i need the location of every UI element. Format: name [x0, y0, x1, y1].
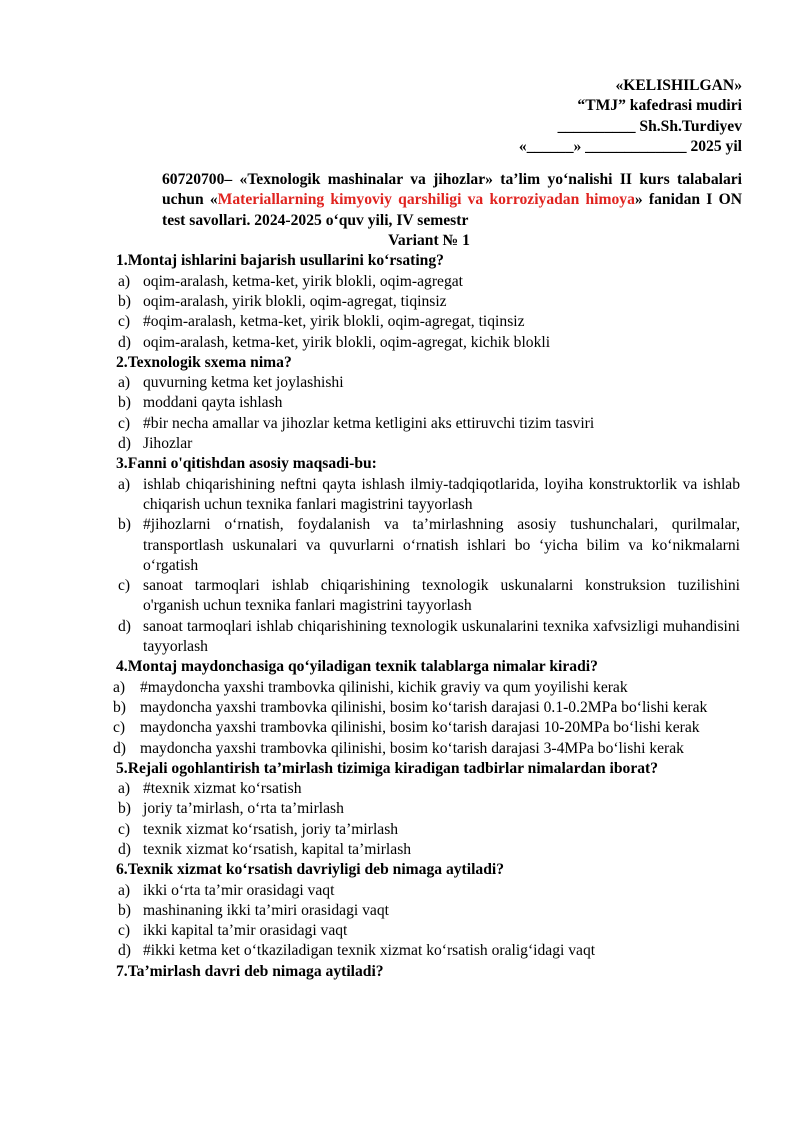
title-part-2: » fanidan I ON test savollari. 2024-2025 o‘quv yili, IV semestr	[162, 191, 742, 229]
option-letter: d)	[118, 435, 131, 453]
document-title	[116, 170, 742, 231]
option-text: ikki kapital ta’mir orasidagi vaqt	[143, 922, 348, 940]
answer-option	[116, 393, 742, 413]
option-letter: d)	[118, 333, 131, 351]
option-text: quvurning ketma ket joylashishi	[143, 374, 344, 392]
option-text: #oqim-aralash, ketma-ket, yirik blokli, oqim-agregat, tiqinsiz	[143, 313, 525, 331]
question-text: 3.Fanni o'qitishdan asosiy maqsadi-bu:	[116, 455, 377, 473]
answer-option	[116, 820, 742, 840]
option-text: maydoncha yaxshi trambovka qilinishi, bosim ko‘tarish darajasi 3-4MPa bo‘lishi kerak	[140, 739, 684, 757]
answer-option	[116, 617, 742, 658]
option-text: sanoat tarmoqlari ishlab chiqarishining texnologik uskunalarini texnika xafvsizligi muhandisini tayyorlash	[143, 617, 740, 656]
answer-option	[116, 272, 742, 292]
answer-option	[116, 901, 742, 921]
title-part-1: 60720700– «Texnologik mashinalar va jihozlar» ta’lim yo‘nalishi II kurs talabalari uchun «	[162, 171, 742, 209]
option-text: maydoncha yaxshi trambovka qilinishi, bosim ko‘tarish darajasi 0.1-0.2MPa bo‘lishi kerak	[140, 698, 708, 716]
answer-option	[113, 739, 742, 759]
answer-options	[116, 272, 742, 353]
option-letter: a)	[118, 272, 131, 290]
answer-option	[116, 373, 742, 393]
variant-heading: Variant № 1	[388, 232, 470, 250]
option-letter: b)	[118, 516, 131, 534]
answer-option	[113, 698, 742, 718]
question-text: 5.Rejali ogohlantirish ta’mirlash tizimiga kiradigan tadbirlar nimalardan iborat?	[116, 759, 659, 777]
option-letter: b)	[113, 698, 126, 716]
option-text: texnik xizmat ko‘rsatish, kapital ta’mirlash	[143, 840, 412, 858]
option-text: #bir necha amallar va jihozlar ketma ketligini aks ettiruvchi tizim tasviri	[143, 414, 595, 432]
answer-option	[116, 475, 742, 516]
answer-option	[113, 718, 742, 738]
option-letter: d)	[118, 942, 131, 960]
option-letter: c)	[118, 313, 131, 331]
question-text: 2.Texnologik sxema nima?	[116, 353, 292, 371]
answer-option	[116, 799, 742, 819]
answer-option	[116, 779, 742, 799]
option-letter: a)	[118, 881, 131, 899]
option-letter: c)	[118, 922, 131, 940]
approval-position: “TMJ” kafedrasi mudiri	[577, 97, 742, 115]
answer-option	[116, 840, 742, 860]
question-text: 6.Texnik xizmat ko‘rsatish davriyligi deb nimaga aytiladi?	[116, 861, 505, 879]
option-text: ikki o‘rta ta’mir orasidagi vaqt	[143, 881, 335, 899]
approval-date-line: «______» _____________ 2025 yil	[518, 137, 742, 155]
answer-option	[116, 292, 742, 312]
option-letter: b)	[118, 394, 131, 412]
option-text: Jihozlar	[143, 435, 193, 453]
answer-option	[116, 576, 742, 617]
option-text: #jihozlarni o‘rnatish, foydalanish va ta’mirlashning asosiy tushunchalari, qurilmalar, transportlash uskunalari va quvurlarni o‘rnatish ishlari bo ‘yicha bilim va ko‘nikmalarni o‘rgatish	[143, 516, 740, 574]
option-letter: b)	[118, 292, 131, 310]
approval-signature-line: __________ Sh.Sh.Turdiyev	[557, 117, 742, 135]
answer-options	[116, 779, 742, 860]
option-text: joriy ta’mirlash, o‘rta ta’mirlash	[143, 800, 344, 818]
approval-heading: «KELISHILGAN»	[615, 77, 742, 94]
option-text: #maydoncha yaxshi trambovka qilinishi, kichik graviy va qum yoyilishi kerak	[140, 678, 628, 696]
option-letter: c)	[118, 414, 131, 432]
option-text: moddani qayta ishlash	[143, 394, 283, 412]
title-subject: Materiallarning kimyoviy qarshiligi va korroziyadan himoya	[217, 191, 635, 209]
option-text: sanoat tarmoqlari ishlab chiqarishining texnologik uskunalarni konstruksion tuzilishini o'rganish uchun texnika fanlari magistrini tayyorlash	[143, 577, 740, 615]
answer-option	[116, 414, 742, 434]
option-text: oqim-aralash, ketma-ket, yirik blokli, oqim-agregat, kichik blokli	[143, 333, 551, 351]
question-text: 1.Montaj ishlarini bajarish usullarini ko‘rsating?	[116, 252, 444, 270]
answer-options	[116, 881, 742, 962]
answer-option	[116, 941, 742, 961]
answer-option	[116, 515, 742, 576]
option-letter: c)	[118, 577, 131, 595]
option-text: maydoncha yaxshi trambovka qilinishi, bosim ko‘tarish darajasi 10-20MPa bo‘lishi kerak	[140, 719, 700, 737]
option-letter: b)	[118, 901, 131, 919]
option-letter: d)	[118, 617, 131, 635]
answer-option	[113, 678, 742, 698]
document-page	[113, 76, 742, 982]
answer-options	[113, 678, 742, 759]
option-letter: a)	[113, 678, 126, 696]
option-text: #ikki ketma ket o‘tkaziladigan texnik xizmat ko‘rsatish oralig‘idagi vaqt	[143, 942, 596, 960]
question-text: 4.Montaj maydonchasiga qo‘yiladigan texnik talablarga nimalar kiradi?	[116, 658, 598, 676]
approval-block	[116, 76, 742, 157]
option-letter: a)	[118, 475, 131, 493]
option-letter: a)	[118, 780, 131, 798]
question-list	[113, 251, 742, 982]
answer-options	[116, 373, 742, 454]
option-text: mashinaning ikki ta’miri orasidagi vaqt	[143, 901, 389, 919]
option-text: texnik xizmat ko‘rsatish, joriy ta’mirlash	[143, 820, 399, 838]
answer-options	[116, 475, 742, 658]
answer-option	[116, 881, 742, 901]
option-letter: d)	[113, 739, 126, 757]
option-letter: a)	[118, 374, 131, 392]
answer-option	[116, 434, 742, 454]
option-text: ishlab chiqarishining neftni qayta ishlash ilmiy-tadqiqotlarida, loyiha konstruktorlik va ishlab chiqarish uchun texnika fanlari magistrini tayyorlash	[143, 475, 740, 513]
option-letter: b)	[118, 800, 131, 818]
answer-option	[116, 312, 742, 332]
option-text: oqim-aralash, yirik blokli, oqim-agregat, tiqinsiz	[143, 292, 447, 310]
question-text: 7.Ta’mirlash davri deb nimaga aytiladi?	[116, 962, 384, 980]
answer-option	[116, 333, 742, 353]
option-letter: c)	[118, 820, 131, 838]
option-text: oqim-aralash, ketma-ket, yirik blokli, oqim-agregat	[143, 272, 464, 290]
option-letter: c)	[113, 719, 126, 737]
answer-option	[116, 921, 742, 941]
option-text: #texnik xizmat ko‘rsatish	[143, 780, 302, 798]
option-letter: d)	[118, 840, 131, 858]
